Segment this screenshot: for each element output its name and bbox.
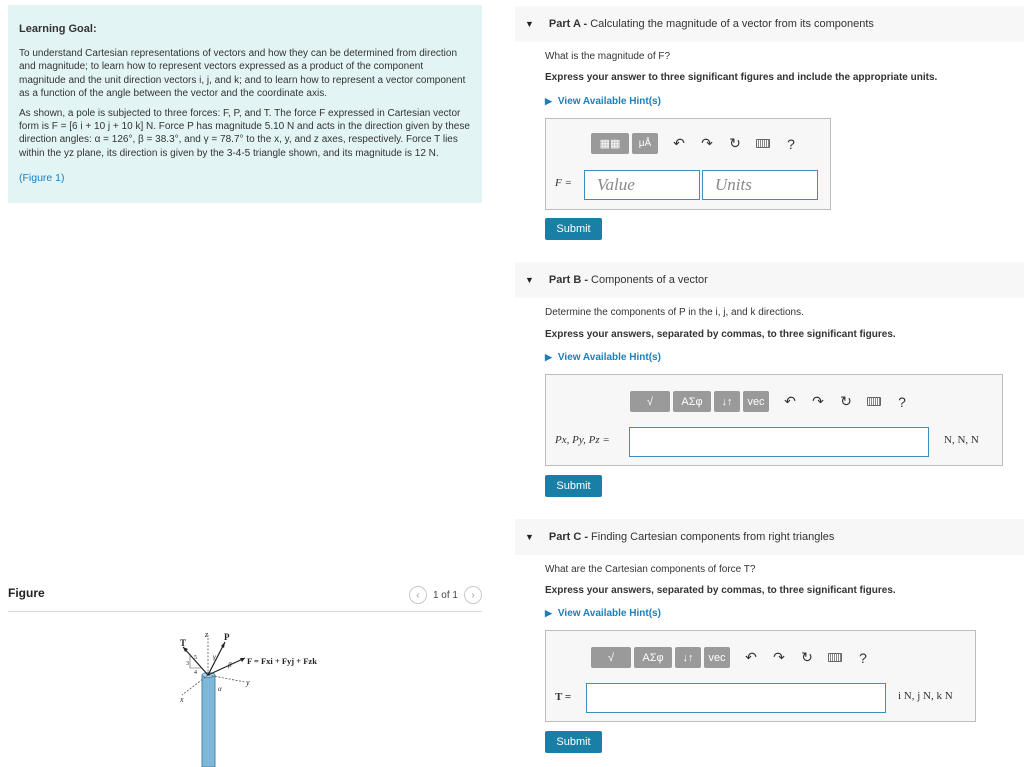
part-b-units: N, N, N — [944, 434, 979, 446]
expand-arrow-icon: ▶ — [545, 96, 552, 106]
redo-icon[interactable]: ↷ — [701, 135, 713, 151]
sub-superscript-button[interactable]: ↓↑ — [714, 391, 740, 412]
symbols-button[interactable]: ΑΣφ — [673, 391, 711, 412]
learning-goal-panel — [8, 5, 482, 203]
part-b-label: Part B - — [548, 274, 589, 286]
part-a-answer-box — [545, 118, 831, 210]
units-symbol-button[interactable]: μÅ — [632, 133, 658, 154]
cartesian-components-input[interactable] — [586, 683, 886, 713]
undo-icon[interactable]: ↶ — [784, 393, 796, 409]
figure-link[interactable]: (Figure 1) — [19, 172, 65, 185]
label-y: y — [246, 678, 250, 687]
learning-goal-heading: Learning Goal: — [19, 23, 97, 35]
pole — [202, 675, 215, 767]
label-beta: β — [228, 661, 232, 669]
hint-label: View Available Hint(s) — [557, 96, 661, 107]
sub-superscript-button[interactable]: ↓↑ — [675, 647, 701, 668]
figure-page-indicator: 1 of 1 — [432, 589, 458, 601]
reset-icon[interactable]: ↻ — [729, 135, 741, 151]
part-a-title: Calculating the magnitude of a vector from its components — [590, 18, 874, 30]
next-figure-button[interactable]: › — [464, 586, 482, 604]
part-c-instruction: Express your answers, separated by commas, to three significant figures. — [545, 585, 896, 596]
help-icon[interactable]: ? — [859, 649, 867, 666]
part-b-toolbar — [630, 391, 912, 412]
part-b-title: Components of a vector — [591, 274, 708, 286]
label-3: 3 — [186, 661, 189, 667]
part-c-label-T: T = — [555, 691, 572, 703]
redo-icon[interactable]: ↷ — [773, 649, 785, 665]
undo-icon[interactable]: ↶ — [745, 649, 757, 665]
expand-arrow-icon: ▶ — [545, 352, 552, 362]
part-b-answer-box — [545, 374, 1003, 466]
undo-icon[interactable]: ↶ — [673, 135, 685, 151]
components-input[interactable] — [629, 427, 929, 457]
help-icon[interactable]: ? — [898, 393, 906, 410]
value-placeholder: Value — [597, 175, 635, 194]
part-a-label: Part A - — [548, 18, 588, 30]
part-a-header[interactable] — [515, 6, 1024, 42]
vector-button[interactable]: vec — [743, 391, 769, 412]
problem-statement: As shown, a pole is subjected to three forces: F, P, and T. The force F expressed in Cartesian vector form is F = [6 i + 10 j + 10 k] N. Force P has magnitude 5.10 N and acts in the direction given by these direction angles: α = 126°, β = 38.3°, and γ = 78.7° to the x, y, and z axes, respectively. Force T lies within the yz plane, its direction is given by the 3-4-5 triangle shown, and its magnitude is 12 N. — [19, 107, 470, 159]
part-b-hint-link[interactable] — [545, 352, 661, 363]
reset-icon[interactable]: ↻ — [801, 649, 813, 665]
units-input[interactable] — [702, 170, 818, 200]
symbols-button[interactable]: ΑΣφ — [634, 647, 672, 668]
label-x: x — [180, 695, 184, 704]
redo-icon[interactable]: ↷ — [812, 393, 824, 409]
templates-button[interactable]: √ — [630, 391, 670, 412]
figure-pager — [409, 586, 482, 604]
templates-button[interactable]: ▦▦ — [591, 133, 629, 154]
keyboard-icon[interactable] — [864, 392, 884, 412]
label-alpha: α — [218, 685, 222, 693]
learning-goal-text: To understand Cartesian representations of vectors and how they can be determined from direction and magnitude; to learn how to represent vectors expressed as a product of the component magnitude and the unit direction vectors i, j, and k; and to learn how to represent a vector component as a function of the angle between the vector and the coordinate axis. — [19, 48, 466, 100]
part-b-submit-button[interactable]: Submit — [545, 475, 602, 497]
pole-force-diagram — [150, 625, 390, 767]
part-a-hint-link[interactable] — [545, 96, 661, 107]
part-a-toolbar — [591, 133, 801, 154]
part-c-title: Finding Cartesian components from right triangles — [591, 531, 835, 543]
part-b-instruction: Express your answers, separated by commas, to three significant figures. — [545, 329, 896, 340]
label-z: z — [205, 630, 209, 639]
part-a-instruction: Express your answer to three significant figures and include the appropriate units. — [545, 72, 938, 83]
part-c-submit-button[interactable]: Submit — [545, 731, 602, 753]
collapse-triangle-icon[interactable]: ▼ — [525, 19, 534, 29]
help-icon[interactable]: ? — [787, 135, 795, 152]
label-gamma: γ — [213, 653, 216, 661]
part-b-question: Determine the components of P in the i, j, and k directions. — [545, 307, 804, 318]
figure-title: Figure — [8, 586, 45, 600]
label-P: P — [224, 632, 230, 642]
part-c-label: Part C - — [548, 531, 589, 543]
expand-arrow-icon: ▶ — [545, 608, 552, 618]
part-c-header[interactable] — [515, 519, 1024, 555]
templates-button[interactable]: √ — [591, 647, 631, 668]
part-b-header[interactable] — [515, 262, 1024, 298]
part-a-question: What is the magnitude of F? — [545, 51, 671, 62]
force-F-equation: F = Fxi + Fyj + Fzk — [247, 656, 317, 666]
units-placeholder: Units — [715, 175, 752, 194]
label-4: 4 — [194, 670, 197, 676]
part-c-hint-link[interactable] — [545, 608, 661, 619]
hint-label: View Available Hint(s) — [557, 608, 661, 619]
label-5: 5 — [194, 655, 197, 661]
vector-button[interactable]: vec — [704, 647, 730, 668]
part-a-submit-button[interactable]: Submit — [545, 218, 602, 240]
figure-header — [8, 584, 482, 612]
keyboard-icon[interactable] — [753, 134, 773, 154]
reset-icon[interactable]: ↻ — [840, 393, 852, 409]
value-input[interactable] — [584, 170, 700, 200]
collapse-triangle-icon[interactable]: ▼ — [525, 532, 534, 542]
hint-label: View Available Hint(s) — [557, 352, 661, 363]
label-T: T — [180, 638, 187, 648]
keyboard-icon[interactable] — [825, 648, 845, 668]
prev-figure-button[interactable]: ‹ — [409, 586, 427, 604]
collapse-triangle-icon[interactable]: ▼ — [525, 275, 534, 285]
part-c-units: i N, j N, k N — [898, 690, 953, 702]
part-c-toolbar — [591, 647, 873, 668]
part-b-label-P: Px, Py, Pz = — [555, 434, 610, 446]
part-c-question: What are the Cartesian components of force T? — [545, 564, 756, 575]
part-a-label-F: F = — [555, 177, 572, 189]
part-c-answer-box — [545, 630, 976, 722]
